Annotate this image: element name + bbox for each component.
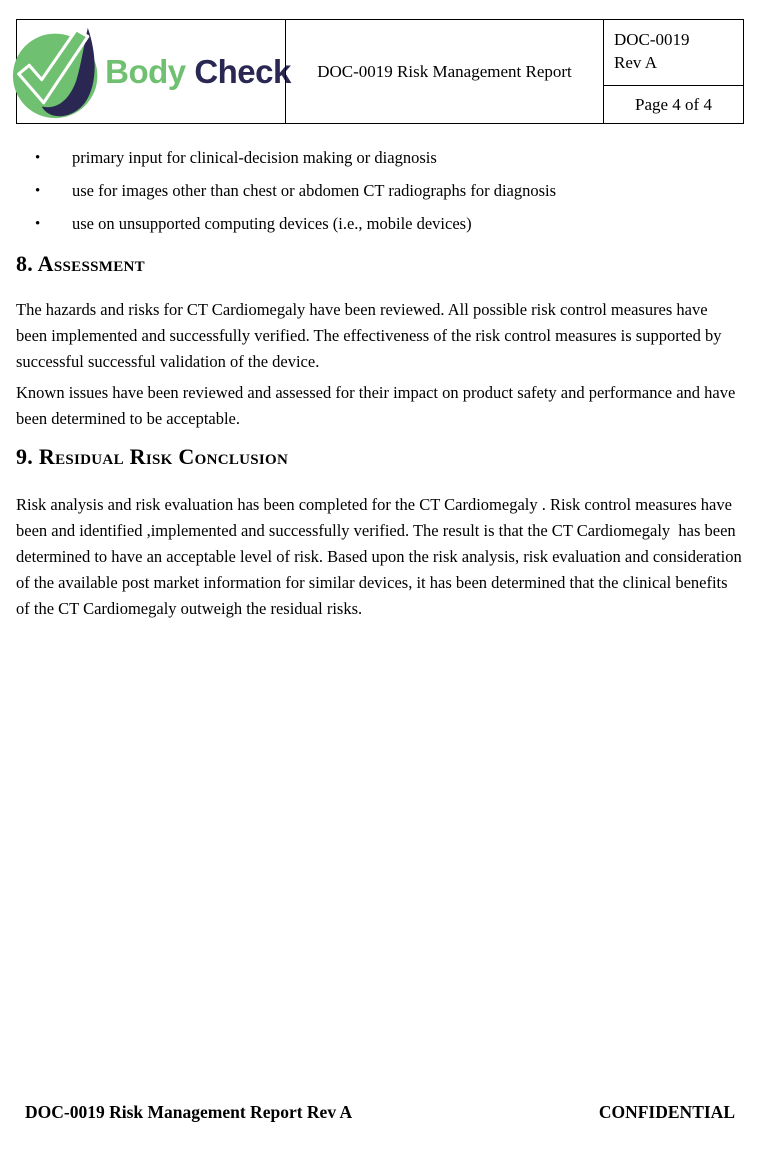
list-item	[35, 211, 730, 237]
footer-doc-title: DOC-0019 Risk Management Report Rev A	[25, 1102, 353, 1122]
bullet-list	[35, 145, 730, 244]
bullet-text: primary input for clinical-decision making or diagnosis	[72, 148, 437, 167]
bullet-icon: •	[35, 216, 41, 232]
bullet-text: use for images other than chest or abdomen CT radiographs for diagnosis	[72, 181, 557, 200]
list-item	[35, 145, 730, 171]
logo-text	[105, 53, 291, 91]
bullet-icon: •	[35, 150, 41, 166]
paragraph-assessment-2: Known issues have been reviewed and assessed for their impact on product safety and performance and have been determined to be acceptable.	[16, 383, 740, 428]
section-heading-residual-risk: 9. Residual Risk Conclusion	[16, 444, 289, 469]
list-item	[35, 178, 730, 204]
logo-cell	[17, 20, 291, 123]
body-check-logo	[11, 24, 291, 120]
logo-word-check: Check	[194, 52, 291, 90]
document-title: DOC-0019 Risk Management Report	[285, 20, 603, 123]
bullet-text: use on unsupported computing devices (i.e., mobile devices)	[72, 214, 472, 233]
document-header-table	[16, 19, 744, 124]
doc-revision: Rev A	[614, 53, 657, 72]
page-number: Page 4 of 4	[635, 94, 712, 114]
footer-confidential-label: CONFIDENTIAL	[598, 1102, 735, 1122]
document-footer	[25, 1101, 735, 1123]
paragraph-assessment-1: The hazards and risks for CT Cardiomegaly have been reviewed. All possible risk control measures have been implemented and successfully verified. The effectiveness of the risk control measures is supported by successful successful validation of the device.	[16, 300, 726, 371]
header-meta-column	[603, 20, 743, 123]
logo-checkmark-icon	[11, 24, 107, 120]
bullet-icon: •	[35, 183, 41, 199]
logo-word-body: Body	[105, 52, 186, 90]
paragraph-residual-risk: Risk analysis and risk evaluation has been completed for the CT Cardiomegaly . Risk control measures have been and identified ,implemented and successfully verified. The result is that the CT Cardiomegaly has been determined to have an acceptable level of risk. Based upon the risk analysis, risk evaluation and consideration of the available post market information for similar devices, it has been determined that the clinical benefits of the CT Cardiomegaly outweigh the residual risks.	[16, 495, 746, 618]
section-heading-assessment: 8. Assessment	[16, 251, 145, 276]
doc-number: DOC-0019	[614, 30, 690, 49]
doc-number-cell	[604, 20, 743, 86]
